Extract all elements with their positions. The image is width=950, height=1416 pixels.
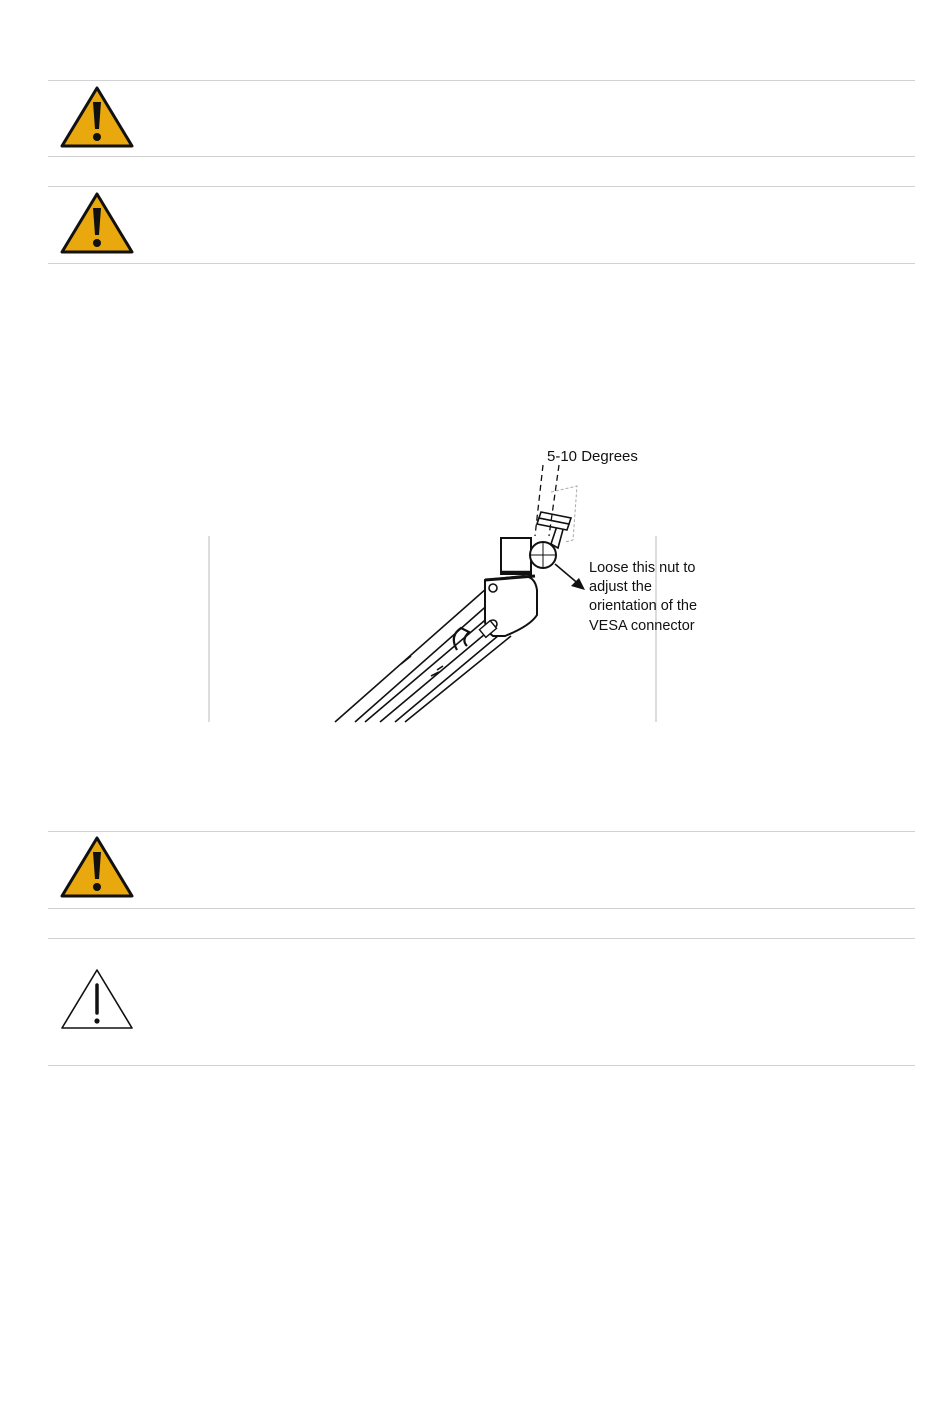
caution-triangle-outline-icon <box>60 967 134 1031</box>
warning-box-2-top-rule <box>48 186 915 187</box>
warning-triangle-icon <box>60 835 134 899</box>
warning-triangle-icon <box>60 85 134 149</box>
angle-label: 5-10 Degrees <box>547 448 638 465</box>
warning-box-1-bottom-rule <box>48 156 915 157</box>
vesa-adjustment-figure <box>205 440 725 730</box>
warning-box-1-top-rule <box>48 80 915 81</box>
warning-triangle-icon <box>60 191 134 255</box>
warning-box-2-bottom-rule <box>48 263 915 264</box>
caution-box-top-rule <box>48 938 915 939</box>
warning-box-3-bottom-rule <box>48 908 915 909</box>
warning-box-3-top-rule <box>48 831 915 832</box>
callout-line-1: Loose this nut to <box>589 560 696 576</box>
callout-line-4: VESA connector <box>589 618 695 634</box>
callout-line-2: adjust the <box>589 579 652 595</box>
callout-line-3: orientation of the <box>589 598 698 614</box>
caution-box-bottom-rule <box>48 1065 915 1066</box>
